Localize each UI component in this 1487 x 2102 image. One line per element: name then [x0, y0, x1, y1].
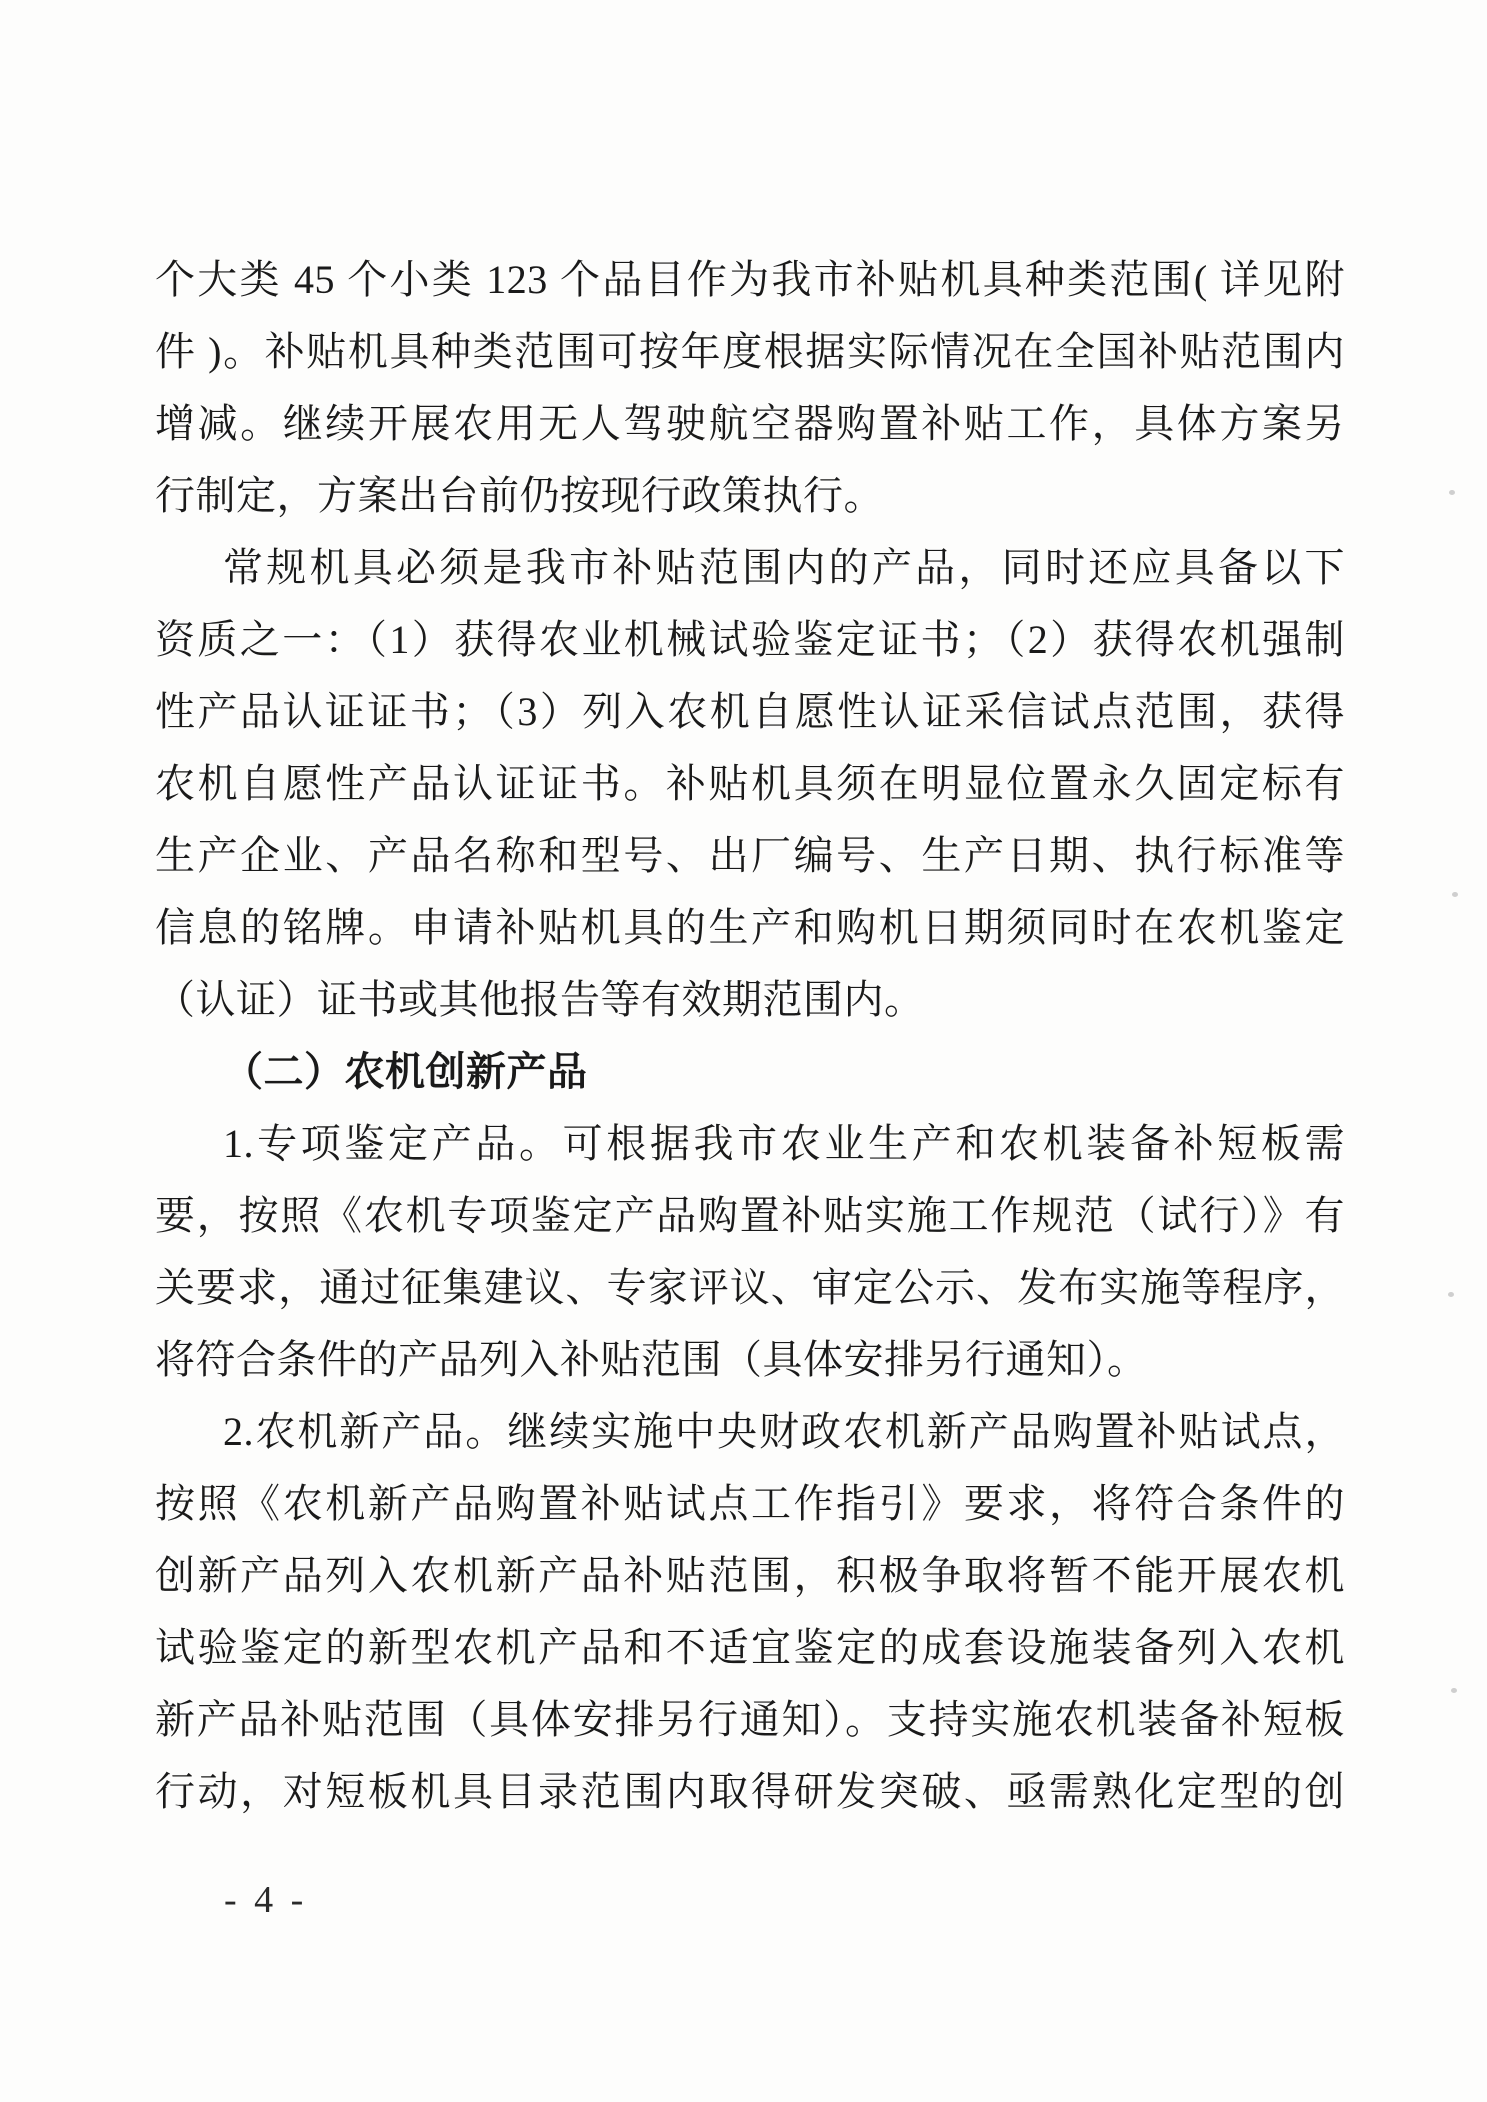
text-line: 生产企业、产品名称和型号、出厂编号、生产日期、执行标准等 — [155, 833, 1345, 878]
text-line: 行制定，方案出台前仍按现行政策执行。 — [155, 473, 884, 518]
text-line: 农机自愿性产品认证证书。补贴机具须在明显位置永久固定标有 — [155, 761, 1345, 806]
text-line: （认证）证书或其他报告等有效期范围内。 — [155, 977, 925, 1022]
text-line: 行动，对短板机具目录范围内取得研发突破、亟需熟化定型的创 — [155, 1769, 1345, 1814]
text-line: 个大类 45 个小类 123 个品目作为我市补贴机具种类范围( 详见附 — [155, 257, 1345, 302]
scan-speck — [1448, 1292, 1454, 1297]
text-line: 1.专项鉴定产品。可根据我市农业生产和农机装备补短板需 — [223, 1121, 1345, 1166]
text-line: 关要求，通过征集建议、专家评议、审定公示、发布实施等程序， — [155, 1265, 1345, 1310]
text-line: 创新产品列入农机新产品补贴范围，积极争取将暂不能开展农机 — [155, 1553, 1345, 1598]
scan-speck — [1452, 892, 1458, 897]
scan-speck — [1451, 1688, 1457, 1693]
document-body-text — [155, 244, 1345, 1828]
text-line: 将符合条件的产品列入补贴范围（具体安排另行通知）。 — [155, 1337, 1148, 1382]
scan-speck — [1449, 490, 1455, 495]
text-line: 信息的铭牌。申请补贴机具的生产和购机日期须同时在农机鉴定 — [155, 905, 1345, 950]
section-heading: （二）农机创新产品 — [223, 1049, 588, 1094]
text-line: 资质之一：（1）获得农业机械试验鉴定证书；（2）获得农机强制 — [155, 617, 1345, 662]
text-line: 按照《农机新产品购置补贴试点工作指引》要求，将符合条件的 — [155, 1481, 1345, 1526]
page-number: - 4 - — [224, 1879, 308, 1921]
text-line: 新产品补贴范围（具体安排另行通知）。支持实施农机装备补短板 — [155, 1697, 1345, 1742]
text-line: 性产品认证证书；（3）列入农机自愿性认证采信试点范围，获得 — [155, 689, 1345, 734]
text-line: 件 )。补贴机具种类范围可按年度根据实际情况在全国补贴范围内 — [155, 329, 1345, 374]
text-line: 2.农机新产品。继续实施中央财政农机新产品购置补贴试点， — [223, 1409, 1345, 1454]
text-line: 试验鉴定的新型农机产品和不适宜鉴定的成套设施装备列入农机 — [155, 1625, 1345, 1670]
text-line: 常规机具必须是我市补贴范围内的产品，同时还应具备以下 — [223, 545, 1345, 590]
text-line: 要，按照《农机专项鉴定产品购置补贴实施工作规范（试行）》有 — [155, 1193, 1345, 1238]
text-line: 增减。继续开展农用无人驾驶航空器购置补贴工作，具体方案另 — [155, 401, 1345, 446]
